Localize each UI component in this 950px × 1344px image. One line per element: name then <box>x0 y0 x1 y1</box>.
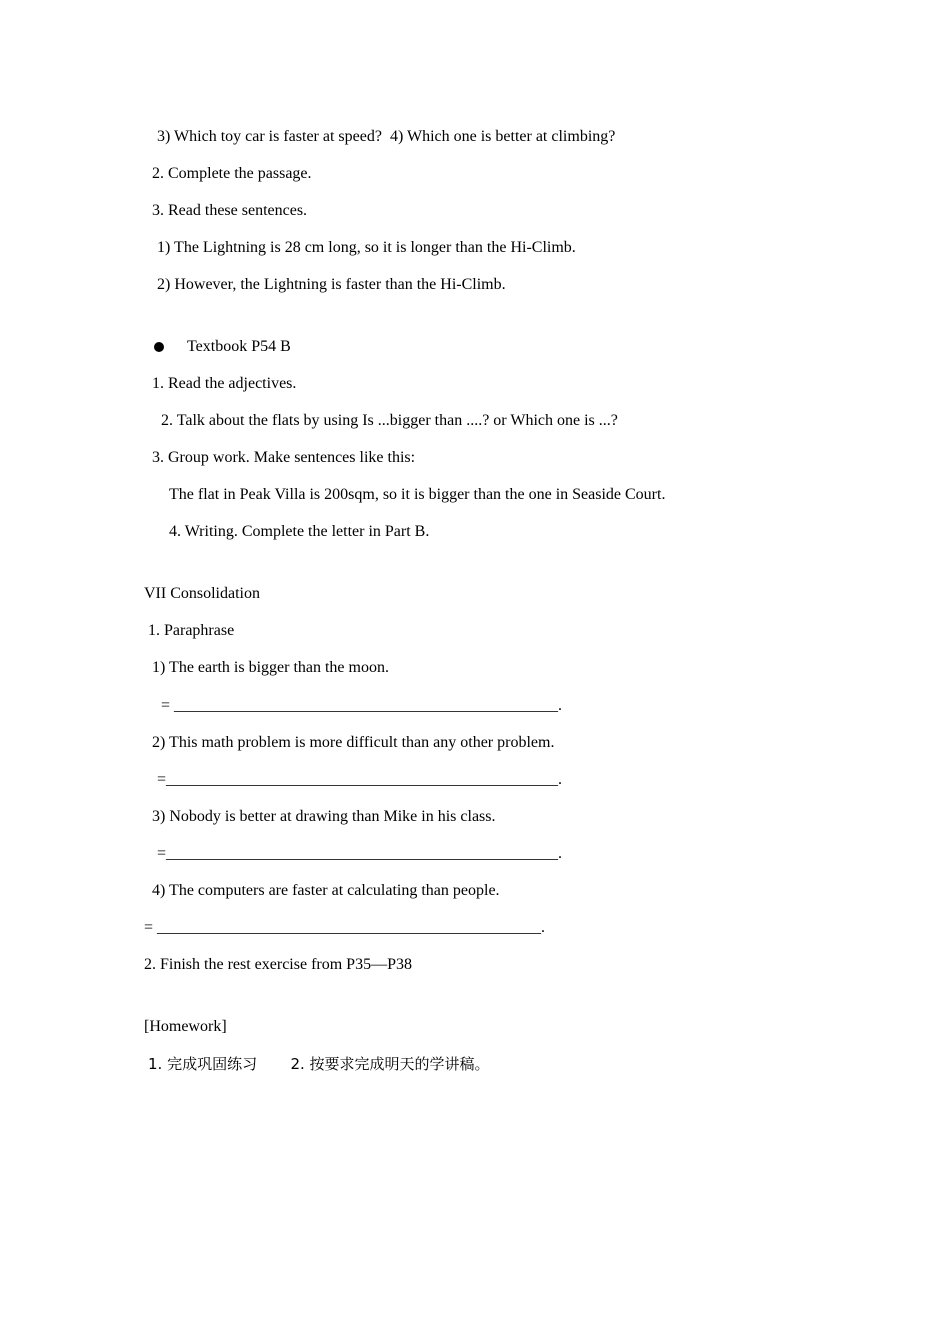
homework-items: 1. 完成巩固练习 2. 按要求完成明天的学讲稿。 <box>148 1055 490 1073</box>
bullet-dot-icon <box>154 342 164 352</box>
sentence-2: 2) However, the Lightning is faster than the Hi-Climb. <box>157 276 506 293</box>
paraphrase-4: 4) The computers are faster at calculating than people. <box>152 882 500 899</box>
consolidation-heading: VII Consolidation <box>144 585 260 602</box>
paraphrase-4-blank[interactable]: = ________________________________________________. <box>144 919 546 936</box>
writing-item: 4. Writing. Complete the letter in Part B. <box>169 523 430 540</box>
group-work-item: 3. Group work. Make sentences like this: <box>152 449 416 466</box>
read-sentences-item: 3. Read these sentences. <box>152 202 308 219</box>
talk-flats-item: 2. Talk about the flats by using Is ...bigger than ....? or Which one is ...? <box>161 412 618 429</box>
complete-passage-item: 2. Complete the passage. <box>152 165 312 182</box>
paraphrase-1-blank[interactable]: = ________________________________________________. <box>161 697 563 714</box>
paraphrase-3: 3) Nobody is better at drawing than Mike in his class. <box>152 808 496 825</box>
paraphrase-3-blank[interactable]: =_________________________________________________. <box>157 845 563 862</box>
paraphrase-2-blank[interactable]: =_________________________________________________. <box>157 771 563 788</box>
homework-heading: [Homework] <box>144 1018 227 1035</box>
paraphrase-heading: 1. Paraphrase <box>148 622 235 639</box>
read-adjectives-item: 1. Read the adjectives. <box>152 375 297 392</box>
paraphrase-1: 1) The earth is bigger than the moon. <box>152 659 389 676</box>
finish-exercise-item: 2. Finish the rest exercise from P35—P38 <box>144 956 412 973</box>
sentence-1: 1) The Lightning is 28 cm long, so it is longer than the Hi-Climb. <box>157 239 576 256</box>
question-3-4: 3) Which toy car is faster at speed? 4) Which one is better at climbing? <box>157 128 616 145</box>
example-sentence: The flat in Peak Villa is 200sqm, so it is bigger than the one in Seaside Court. <box>169 486 666 503</box>
textbook-section-title: Textbook P54 B <box>187 338 291 355</box>
paraphrase-2: 2) This math problem is more difficult than any other problem. <box>152 734 555 751</box>
